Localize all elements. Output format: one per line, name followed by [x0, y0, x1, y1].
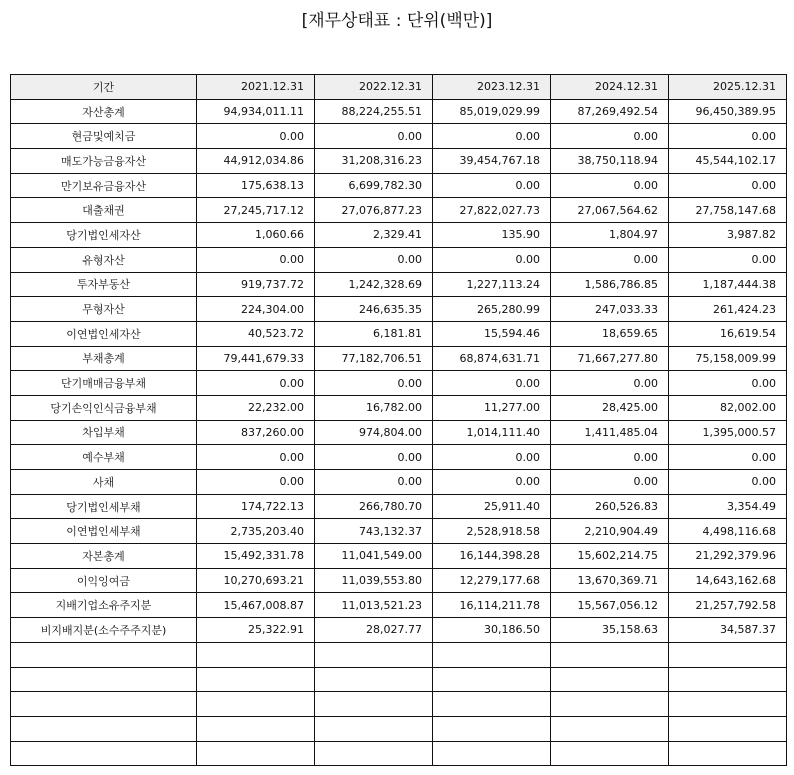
row-value: [197, 667, 315, 692]
row-value: 85,019,029.99: [433, 99, 551, 124]
header-row: [11, 75, 787, 100]
row-value: 39,454,767.18: [433, 149, 551, 174]
row-value: 87,269,492.54: [551, 99, 669, 124]
header-period: 2025.12.31: [669, 75, 787, 100]
row-label: 단기매매금융부채: [11, 371, 197, 396]
row-value: 0.00: [197, 470, 315, 495]
row-value: 0.00: [197, 124, 315, 149]
row-label: [11, 692, 197, 717]
row-value: 0.00: [197, 445, 315, 470]
row-value: 6,181.81: [315, 321, 433, 346]
row-value: 837,260.00: [197, 420, 315, 445]
row-value: 0.00: [669, 445, 787, 470]
table-row: [11, 568, 787, 593]
row-value: [551, 716, 669, 741]
row-value: 16,782.00: [315, 395, 433, 420]
row-value: 2,528,918.58: [433, 519, 551, 544]
row-value: 0.00: [433, 124, 551, 149]
row-value: 0.00: [551, 124, 669, 149]
row-value: 2,735,203.40: [197, 519, 315, 544]
row-value: 0.00: [315, 124, 433, 149]
row-label: 만기보유금융자산: [11, 173, 197, 198]
row-value: 16,114,211.78: [433, 593, 551, 618]
row-value: [669, 667, 787, 692]
row-value: 21,257,792.58: [669, 593, 787, 618]
row-value: 247,033.33: [551, 297, 669, 322]
row-value: 45,544,102.17: [669, 149, 787, 174]
row-value: 1,227,113.24: [433, 272, 551, 297]
row-value: 27,076,877.23: [315, 198, 433, 223]
row-value: [433, 692, 551, 717]
row-value: 260,526.83: [551, 494, 669, 519]
table-row: [11, 198, 787, 223]
row-value: 0.00: [315, 247, 433, 272]
row-value: 175,638.13: [197, 173, 315, 198]
row-value: 1,187,444.38: [669, 272, 787, 297]
row-value: 174,722.13: [197, 494, 315, 519]
row-value: 11,039,553.80: [315, 568, 433, 593]
row-value: 0.00: [433, 371, 551, 396]
row-value: 4,498,116.68: [669, 519, 787, 544]
table-row: [11, 223, 787, 248]
row-value: [315, 716, 433, 741]
row-value: 2,329.41: [315, 223, 433, 248]
row-value: 1,804.97: [551, 223, 669, 248]
table-row: [11, 470, 787, 495]
row-value: [551, 642, 669, 667]
row-label: 부채총계: [11, 346, 197, 371]
row-value: [197, 692, 315, 717]
row-value: 2,210,904.49: [551, 519, 669, 544]
table-row: [11, 692, 787, 717]
row-label: [11, 642, 197, 667]
row-label: 투자부동산: [11, 272, 197, 297]
row-value: 27,067,564.62: [551, 198, 669, 223]
row-value: 15,594.46: [433, 321, 551, 346]
row-value: 71,667,277.80: [551, 346, 669, 371]
row-value: 34,587.37: [669, 618, 787, 643]
row-value: 0.00: [669, 173, 787, 198]
row-value: 25,911.40: [433, 494, 551, 519]
row-value: [551, 667, 669, 692]
row-value: [433, 741, 551, 766]
row-value: [197, 642, 315, 667]
row-value: 0.00: [433, 445, 551, 470]
row-value: 0.00: [551, 470, 669, 495]
row-value: 1,395,000.57: [669, 420, 787, 445]
row-value: 11,277.00: [433, 395, 551, 420]
page-title: [재무상태표 : 단위(백만)]: [301, 11, 493, 31]
row-label: 현금및예치금: [11, 124, 197, 149]
row-value: 0.00: [551, 173, 669, 198]
row-value: 22,232.00: [197, 395, 315, 420]
row-value: 224,304.00: [197, 297, 315, 322]
row-value: 261,424.23: [669, 297, 787, 322]
row-value: 27,245,717.12: [197, 198, 315, 223]
row-value: 1,411,485.04: [551, 420, 669, 445]
row-value: [669, 692, 787, 717]
row-value: 18,659.65: [551, 321, 669, 346]
row-value: 11,013,521.23: [315, 593, 433, 618]
header-period: 2021.12.31: [197, 75, 315, 100]
row-label: [11, 667, 197, 692]
row-value: 1,014,111.40: [433, 420, 551, 445]
table-row: [11, 642, 787, 667]
row-value: 27,822,027.73: [433, 198, 551, 223]
table-row: [11, 618, 787, 643]
row-value: 94,934,011.11: [197, 99, 315, 124]
table-row: [11, 346, 787, 371]
row-value: 919,737.72: [197, 272, 315, 297]
row-value: 1,242,328.69: [315, 272, 433, 297]
row-value: 0.00: [315, 371, 433, 396]
row-value: 30,186.50: [433, 618, 551, 643]
row-label: 당기법인세자산: [11, 223, 197, 248]
row-value: 3,987.82: [669, 223, 787, 248]
row-label: 유형자산: [11, 247, 197, 272]
row-value: 0.00: [669, 470, 787, 495]
row-value: [551, 692, 669, 717]
row-value: 0.00: [197, 247, 315, 272]
row-value: 28,425.00: [551, 395, 669, 420]
row-label: 무형자산: [11, 297, 197, 322]
row-value: 0.00: [669, 247, 787, 272]
row-value: [315, 692, 433, 717]
row-value: 10,270,693.21: [197, 568, 315, 593]
row-label: 차입부채: [11, 420, 197, 445]
table-row: [11, 371, 787, 396]
row-value: 6,699,782.30: [315, 173, 433, 198]
table-row: [11, 716, 787, 741]
header-period: 2024.12.31: [551, 75, 669, 100]
row-value: 40,523.72: [197, 321, 315, 346]
row-value: [669, 642, 787, 667]
row-value: 44,912,034.86: [197, 149, 315, 174]
row-value: [197, 716, 315, 741]
table-row: [11, 99, 787, 124]
table-row: [11, 395, 787, 420]
table-row: [11, 321, 787, 346]
row-value: 82,002.00: [669, 395, 787, 420]
row-value: 35,158.63: [551, 618, 669, 643]
table-row: [11, 445, 787, 470]
row-value: 0.00: [669, 371, 787, 396]
row-label: 당기법인세부채: [11, 494, 197, 519]
table-row: [11, 494, 787, 519]
row-value: 16,144,398.28: [433, 544, 551, 569]
table-row: [11, 544, 787, 569]
table-row: [11, 124, 787, 149]
row-label: 당기손익인식금융부채: [11, 395, 197, 420]
row-value: 0.00: [551, 371, 669, 396]
row-label: 이익잉여금: [11, 568, 197, 593]
table-row: [11, 173, 787, 198]
row-value: 25,322.91: [197, 618, 315, 643]
row-value: 68,874,631.71: [433, 346, 551, 371]
row-value: 3,354.49: [669, 494, 787, 519]
row-value: 88,224,255.51: [315, 99, 433, 124]
row-value: 12,279,177.68: [433, 568, 551, 593]
header-period: 2023.12.31: [433, 75, 551, 100]
row-value: 15,567,056.12: [551, 593, 669, 618]
row-value: 135.90: [433, 223, 551, 248]
row-value: 38,750,118.94: [551, 149, 669, 174]
row-value: 16,619.54: [669, 321, 787, 346]
row-value: 15,492,331.78: [197, 544, 315, 569]
row-value: 0.00: [433, 247, 551, 272]
row-value: 743,132.37: [315, 519, 433, 544]
table-row: [11, 519, 787, 544]
row-label: 예수부채: [11, 445, 197, 470]
row-value: 265,280.99: [433, 297, 551, 322]
row-value: [315, 642, 433, 667]
row-value: 75,158,009.99: [669, 346, 787, 371]
row-value: [197, 741, 315, 766]
row-value: 1,586,786.85: [551, 272, 669, 297]
table-row: [11, 297, 787, 322]
row-label: [11, 741, 197, 766]
row-value: 0.00: [433, 470, 551, 495]
row-value: 1,060.66: [197, 223, 315, 248]
row-value: [669, 716, 787, 741]
row-value: [433, 716, 551, 741]
row-value: [315, 741, 433, 766]
row-label: 사채: [11, 470, 197, 495]
header-period: 2022.12.31: [315, 75, 433, 100]
row-value: 21,292,379.96: [669, 544, 787, 569]
row-value: 0.00: [551, 247, 669, 272]
row-label: 이연법인세자산: [11, 321, 197, 346]
row-value: 96,450,389.95: [669, 99, 787, 124]
row-value: 15,467,008.87: [197, 593, 315, 618]
row-value: [433, 642, 551, 667]
row-value: 15,602,214.75: [551, 544, 669, 569]
table-row: [11, 420, 787, 445]
row-label: 대출채권: [11, 198, 197, 223]
row-value: 0.00: [551, 445, 669, 470]
row-value: 0.00: [669, 124, 787, 149]
row-label: [11, 716, 197, 741]
table-row: [11, 593, 787, 618]
table-body: [11, 99, 787, 766]
table-row: [11, 247, 787, 272]
row-value: [315, 667, 433, 692]
row-value: 28,027.77: [315, 618, 433, 643]
row-value: 974,804.00: [315, 420, 433, 445]
row-value: 79,441,679.33: [197, 346, 315, 371]
row-value: [433, 667, 551, 692]
row-value: 13,670,369.71: [551, 568, 669, 593]
row-value: 27,758,147.68: [669, 198, 787, 223]
balance-sheet-table: [10, 74, 787, 766]
row-value: 0.00: [315, 445, 433, 470]
table-row: [11, 149, 787, 174]
row-value: 0.00: [433, 173, 551, 198]
row-value: 0.00: [197, 371, 315, 396]
table-row: [11, 667, 787, 692]
row-value: 246,635.35: [315, 297, 433, 322]
row-value: 0.00: [315, 470, 433, 495]
table-row: [11, 272, 787, 297]
row-value: 14,643,162.68: [669, 568, 787, 593]
row-label: 비지배지분(소수주주지분): [11, 618, 197, 643]
row-label: 자산총계: [11, 99, 197, 124]
header-period-label: 기간: [11, 75, 197, 100]
table-row: [11, 741, 787, 766]
row-label: 매도가능금융자산: [11, 149, 197, 174]
row-label: 자본총계: [11, 544, 197, 569]
row-value: 266,780.70: [315, 494, 433, 519]
row-value: 11,041,549.00: [315, 544, 433, 569]
row-label: 지배기업소유주지분: [11, 593, 197, 618]
row-value: [669, 741, 787, 766]
row-value: 77,182,706.51: [315, 346, 433, 371]
row-label: 이연법인세부채: [11, 519, 197, 544]
row-value: [551, 741, 669, 766]
row-value: 31,208,316.23: [315, 149, 433, 174]
